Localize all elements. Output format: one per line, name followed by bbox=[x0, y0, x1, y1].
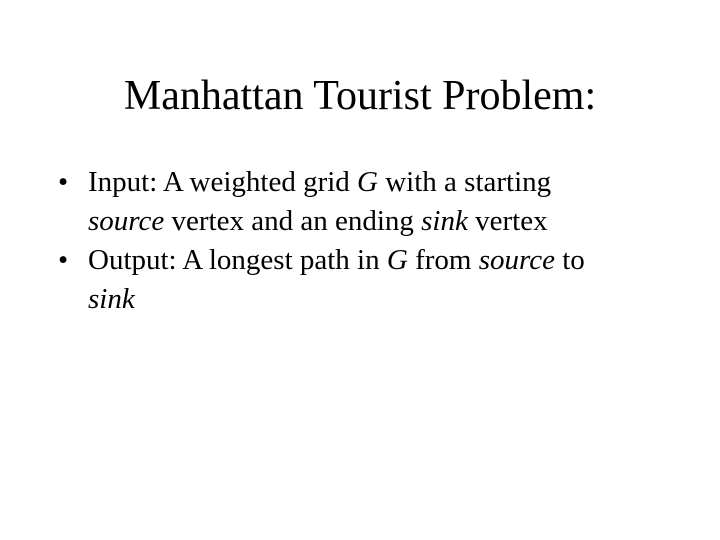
text-run: vertex bbox=[467, 205, 548, 237]
text-run-italic: sink bbox=[421, 205, 468, 237]
text-run: with a starting bbox=[377, 166, 552, 198]
text-run-italic: G bbox=[386, 244, 408, 276]
bullet-output-line-2 bbox=[88, 280, 698, 319]
bullet-output bbox=[58, 241, 698, 319]
bullet-marker: • bbox=[58, 244, 69, 276]
text-run-italic: source bbox=[478, 244, 555, 276]
bullet-output-line-1 bbox=[88, 241, 698, 280]
text-run: to bbox=[554, 244, 585, 276]
bullet-input-line-2 bbox=[88, 202, 698, 241]
bullet-marker: • bbox=[58, 166, 69, 198]
text-run: from bbox=[407, 244, 479, 276]
text-run: vertex and an ending bbox=[164, 205, 422, 237]
text-run: Input: A weighted grid bbox=[88, 166, 358, 198]
bullet-input-line-1 bbox=[88, 163, 698, 202]
bullet-list bbox=[58, 163, 698, 319]
text-run: Output: A longest path in bbox=[88, 244, 387, 276]
slide-title: Manhattan Tourist Problem: bbox=[123, 73, 597, 119]
text-run-italic: sink bbox=[88, 283, 135, 315]
bullet-input bbox=[58, 163, 698, 241]
text-run-italic: G bbox=[357, 166, 378, 198]
text-run-italic: source bbox=[88, 205, 165, 237]
